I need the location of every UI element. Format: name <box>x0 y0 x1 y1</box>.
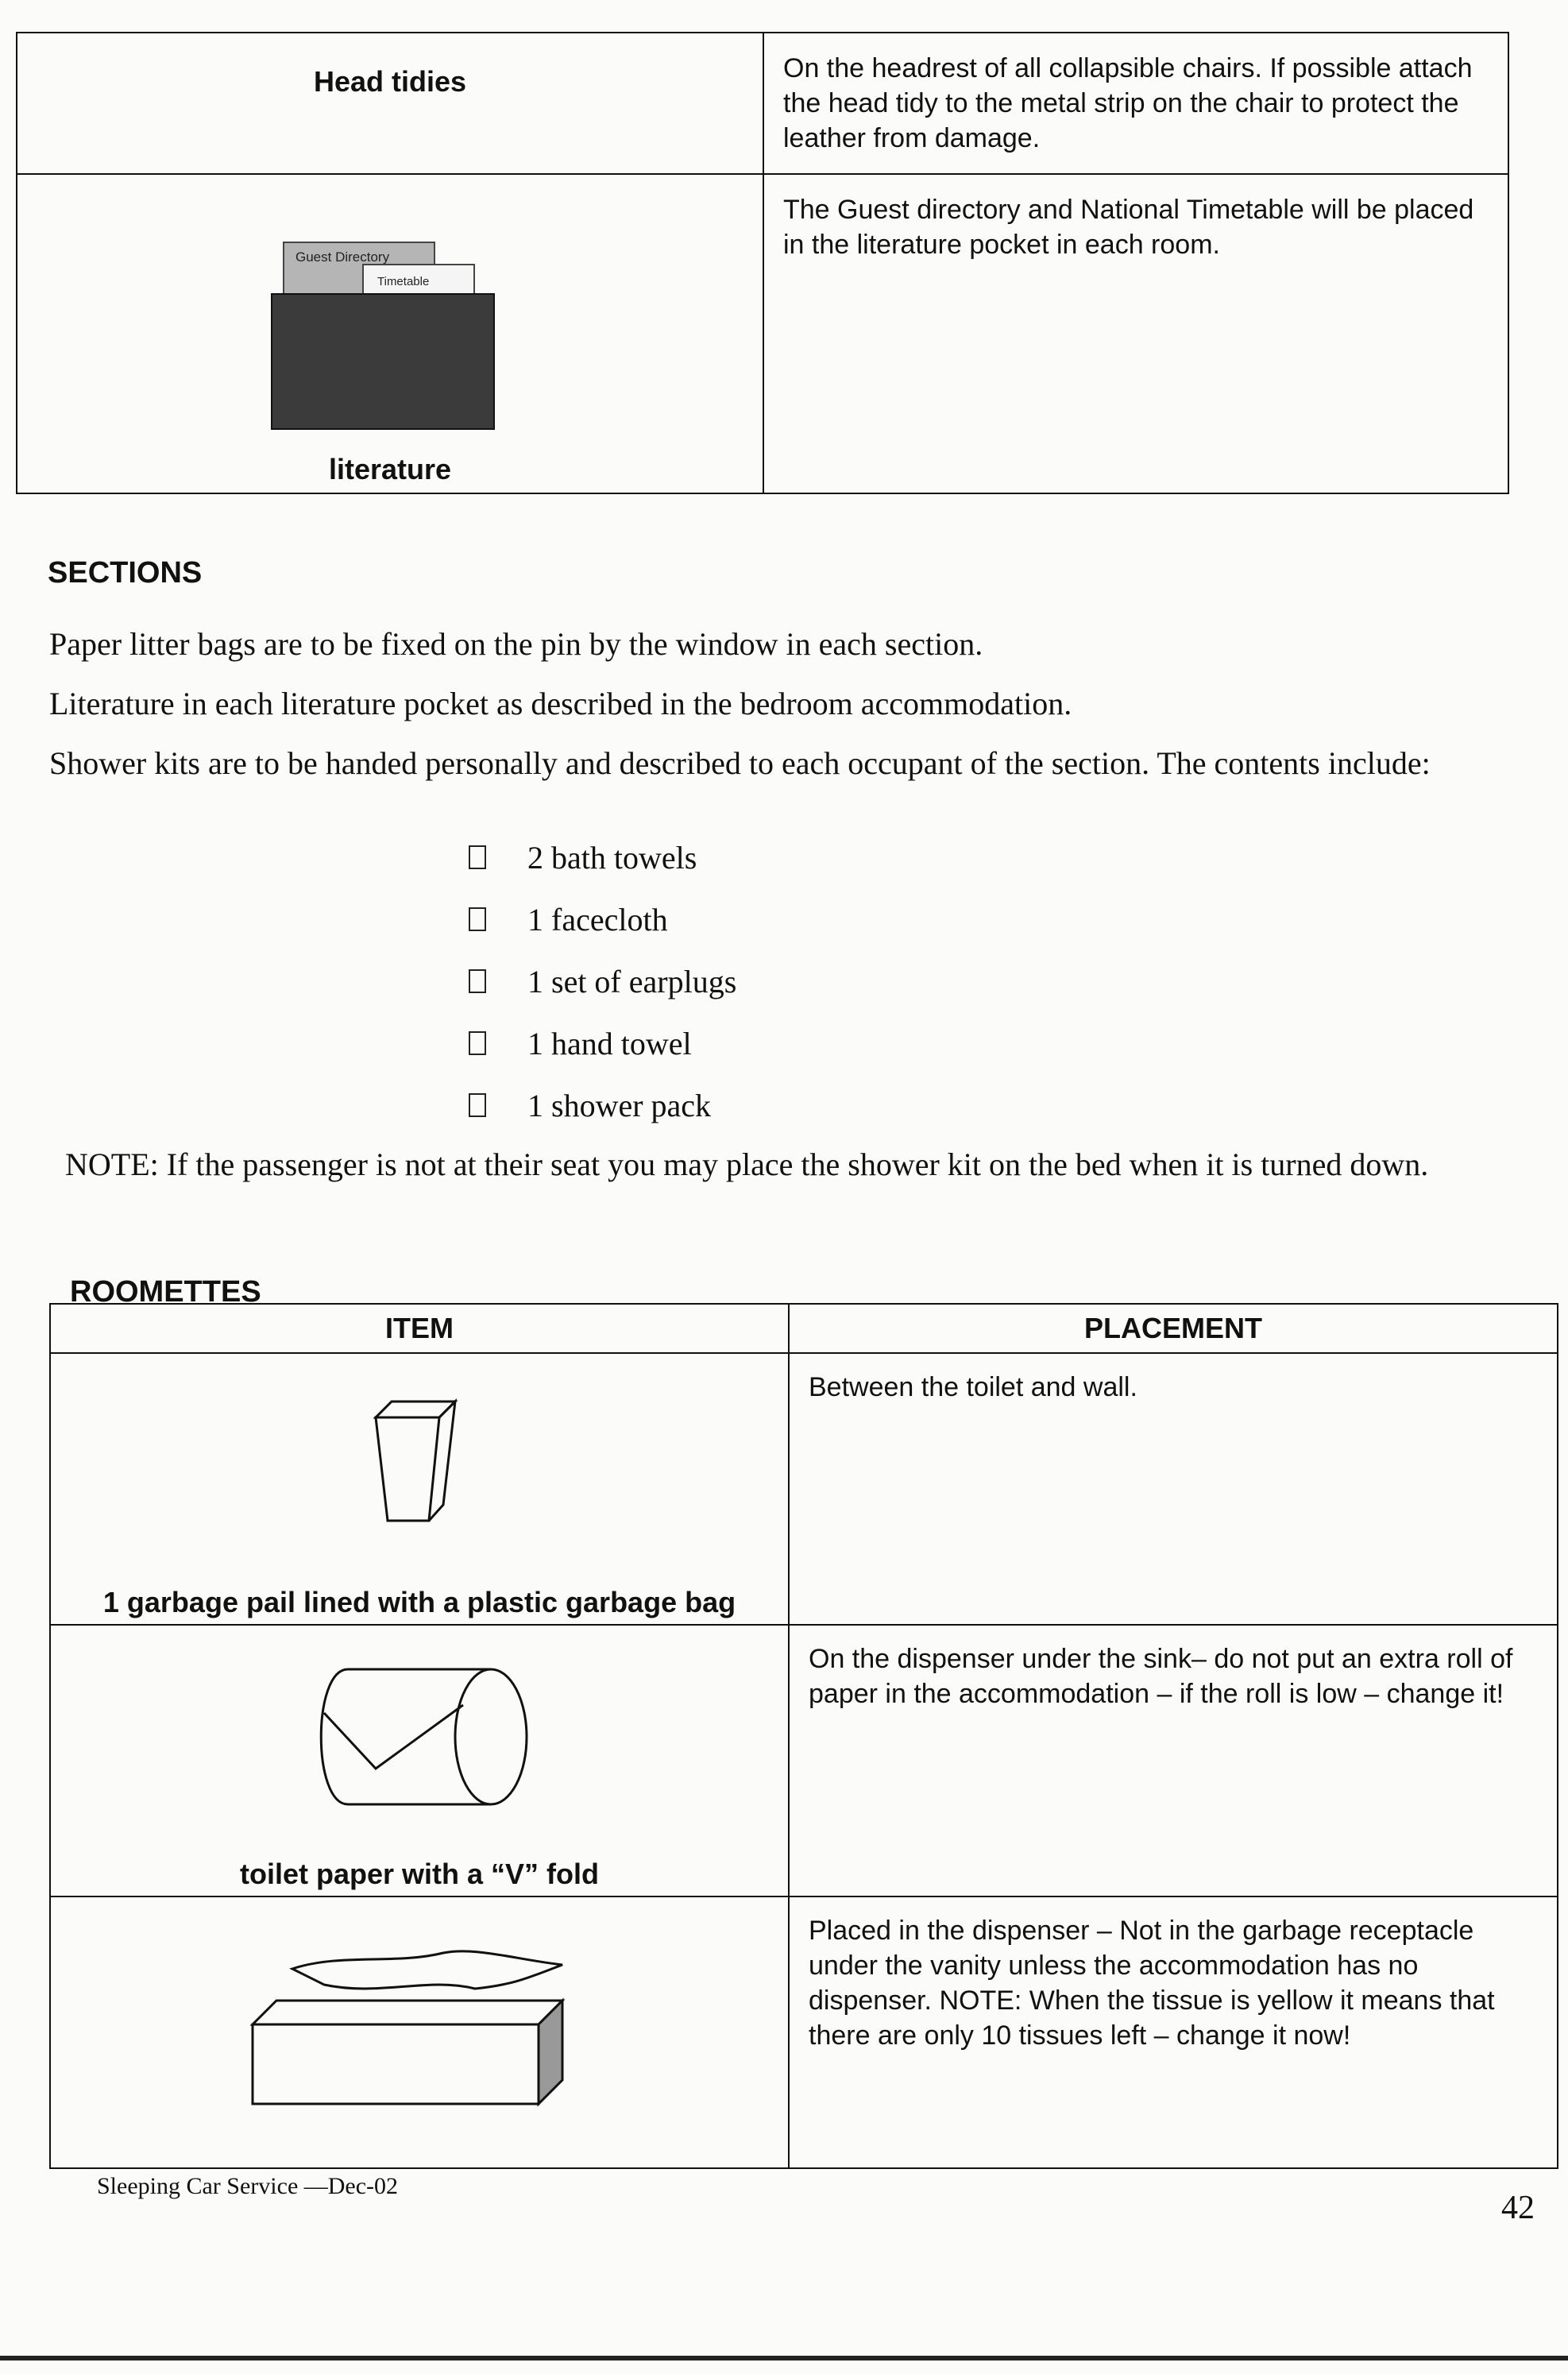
paragraph: Shower kits are to be handed personally and described to each occupant of the section. The contents include: <box>49 745 1431 781</box>
item-label: 1 garbage pail lined with a plastic garbage bag <box>102 1586 736 1618</box>
table-header-row <box>50 1304 1558 1353</box>
item-cell <box>17 33 763 174</box>
list-item: 1 shower pack <box>469 1074 736 1136</box>
literature-pocket-icon <box>264 234 502 441</box>
checkbox-icon <box>469 1093 486 1117</box>
table-row <box>17 174 1508 493</box>
placement-text: On the dispenser under the sink– do not put an extra roll of paper in the accommodation – if the roll is low – change it! <box>809 1644 1513 1709</box>
column-header-item: ITEM <box>50 1304 789 1353</box>
item-cell <box>17 174 763 493</box>
placement-cell <box>763 33 1508 174</box>
roomettes-table <box>49 1303 1558 2169</box>
bottom-rule <box>0 2356 1568 2360</box>
sections-heading: SECTIONS <box>48 556 203 590</box>
roomettes-heading: ROOMETTES <box>70 1275 261 1309</box>
placement-text: The Guest directory and National Timetable will be placed in the literature pocket in each room. <box>783 195 1474 260</box>
column-header-placement: PLACEMENT <box>789 1304 1558 1353</box>
list-item: 1 set of earplugs <box>469 950 736 1012</box>
placement-text: Between the toilet and wall. <box>809 1372 1137 1402</box>
item-cell <box>50 1625 789 1896</box>
footer-text: Sleeping Car Service —Dec-02 <box>97 2173 399 2199</box>
placement-cell <box>763 174 1508 493</box>
item-label: Head tidies <box>313 65 467 98</box>
list-item: 1 hand towel <box>469 1012 736 1074</box>
table-row <box>50 1625 1558 1896</box>
item-label: literature <box>328 453 452 485</box>
paragraph: Literature in each literature pocket as described in the bedroom accommodation. <box>49 686 1072 721</box>
checkbox-icon <box>469 969 486 993</box>
note-label: NOTE: <box>65 1146 159 1182</box>
tissue-box-icon <box>237 1929 602 2120</box>
item-cell <box>50 1896 789 2168</box>
table-row <box>17 33 1508 174</box>
paragraph: Paper litter bags are to be fixed on the pin by the window in each section. <box>49 626 983 662</box>
placement-cell <box>789 1896 1558 2168</box>
note-paragraph <box>65 1144 1479 1185</box>
guest-directory-card-label: Guest Directory <box>295 249 390 265</box>
table-row <box>50 1353 1558 1625</box>
timetable-card-label: Timetable <box>377 275 430 288</box>
placement-text: On the headrest of all collapsible chairs. If possible attach the head tidy to the metal strip on the chair to protect the leather from damage. <box>783 53 1473 153</box>
garbage-pail-icon <box>364 1394 475 1537</box>
shower-kit-list <box>469 826 736 1136</box>
checkbox-icon <box>469 845 486 869</box>
checkbox-icon <box>469 1031 486 1055</box>
top-table <box>16 32 1509 494</box>
page-number: 42 <box>1501 2190 1535 2226</box>
toilet-paper-icon <box>300 1657 539 1816</box>
list-item: 1 facecloth <box>469 888 736 950</box>
checkbox-icon <box>469 907 486 931</box>
note-text: If the passenger is not at their seat you may place the shower kit on the bed when it is turned down. <box>158 1146 1429 1182</box>
placement-cell <box>789 1353 1558 1625</box>
placement-text: Placed in the dispenser – Not in the garbage receptacle under the vanity unless the accommodation has no dispenser. NOTE: When the tissue is yellow it means that there are only 10 tissues left – change it now! <box>809 1916 1495 2051</box>
list-item: 2 bath towels <box>469 826 736 888</box>
table-row <box>50 1896 1558 2168</box>
placement-cell <box>789 1625 1558 1896</box>
item-label: toilet paper with a “V” fold <box>239 1858 600 1890</box>
item-cell <box>50 1353 789 1625</box>
